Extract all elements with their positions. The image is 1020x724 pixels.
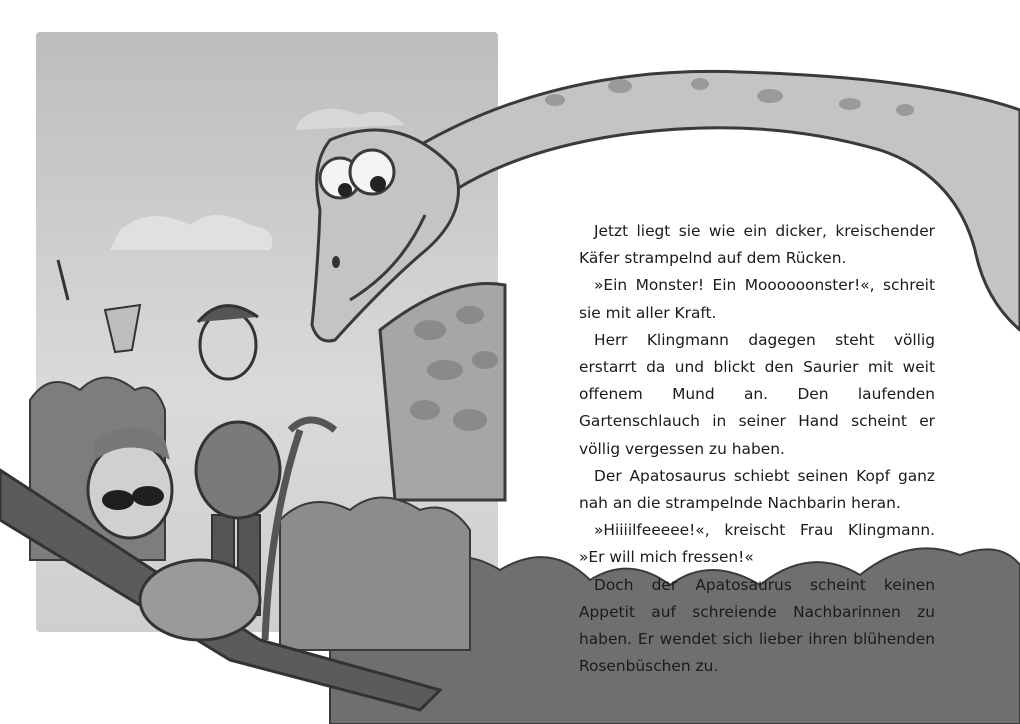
story-text — [579, 218, 935, 680]
paragraph: Jetzt liegt sie wie ein dicker, kreischender Käfer strampelnd auf dem Rücken. — [579, 222, 935, 268]
paragraph: »Ein Monster! Ein Moooooonster!«, schreit sie mit aller Kraft. — [579, 276, 935, 322]
stone-wall — [380, 283, 505, 500]
paragraph: Der Apatosaurus schiebt seinen Kopf ganz nah an die strampelnde Nachbarin heran. — [579, 466, 935, 513]
paragraph: Doch der Apatosaurus scheint keinen Appetit auf schreiende Nachbarinnen zu haben. Er wendet sich lieber ihren blühenden Rosenbüschen zu. — [579, 575, 935, 676]
bush-middle — [280, 498, 470, 651]
paragraph: »Hiiiilfeeeee!«, kreischt Frau Klingmann. »Er will mich fressen!« — [579, 521, 935, 567]
paragraph: Herr Klingmann dagegen steht völlig erstarrt da und blickt den Saurier mit weit offenem Mund an. Den laufenden Gartenschlauch in seiner Hand scheint er völlig vergessen zu haben. — [579, 330, 935, 458]
